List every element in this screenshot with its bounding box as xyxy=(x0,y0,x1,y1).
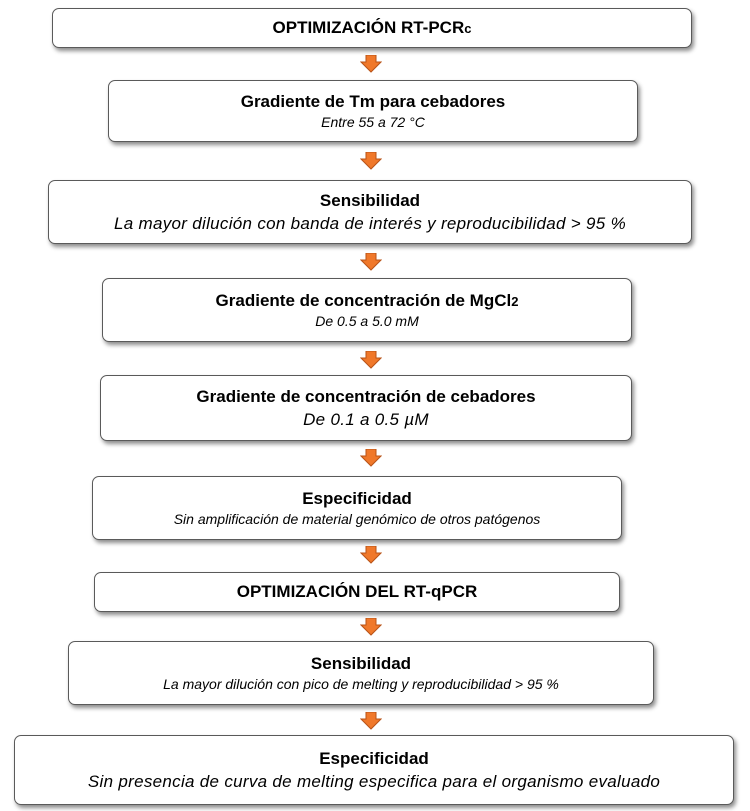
step-box-qpcr-sensitivity xyxy=(68,641,654,705)
down-arrow-icon xyxy=(360,546,382,564)
step-box-mgcl2-gradient xyxy=(102,278,632,342)
step-subtitle: La mayor dilución con banda de interés y reproducibilidad > 95 % xyxy=(113,213,627,233)
down-arrow-icon xyxy=(360,55,382,73)
down-arrow-icon xyxy=(360,712,382,730)
step-title: Gradiente de concentración de MgCl2 xyxy=(215,290,519,310)
step-subtitle: Sin amplificación de material genómico de otros patógenos xyxy=(173,511,541,528)
step-box-rt-qpcr-optimization xyxy=(94,572,620,612)
step-title: Especificidad xyxy=(319,748,429,768)
down-arrow-icon xyxy=(360,449,382,467)
title-suffix: c xyxy=(464,21,472,37)
step-title: Sensibilidad xyxy=(319,190,421,210)
step-subtitle: De 0.1 a 0.5 µM xyxy=(303,409,429,429)
title-suffix: 2 xyxy=(511,293,519,309)
down-arrow-icon xyxy=(360,253,382,271)
step-box-qpcr-specificity xyxy=(14,735,734,805)
step-box-tm-gradient xyxy=(108,80,638,142)
step-subtitle: Entre 55 a 72 °C xyxy=(321,114,425,131)
step-subtitle: La mayor dilución con pico de melting y reproducibilidad > 95 % xyxy=(163,676,559,693)
step-subtitle: De 0.5 a 5.0 mM xyxy=(315,313,419,330)
step-box-specificity xyxy=(92,476,622,540)
step-box-sensitivity xyxy=(48,180,692,244)
step-subtitle: Sin presencia de curva de melting especifica para el organismo evaluado xyxy=(87,771,661,791)
step-title: Gradiente de concentración de cebadores xyxy=(196,386,536,406)
step-box-primer-gradient xyxy=(100,375,632,441)
step-title: OPTIMIZACIÓN DEL RT-qPCR xyxy=(236,582,478,602)
step-title: Especificidad xyxy=(302,488,412,508)
down-arrow-icon xyxy=(360,152,382,170)
down-arrow-icon xyxy=(360,618,382,636)
down-arrow-icon xyxy=(360,351,382,369)
step-box-rt-pcr-optimization xyxy=(52,8,692,48)
step-title: Gradiente de Tm para cebadores xyxy=(240,91,506,111)
step-title: Sensibilidad xyxy=(310,653,412,673)
step-title: OPTIMIZACIÓN RT-PCRc xyxy=(272,18,472,38)
